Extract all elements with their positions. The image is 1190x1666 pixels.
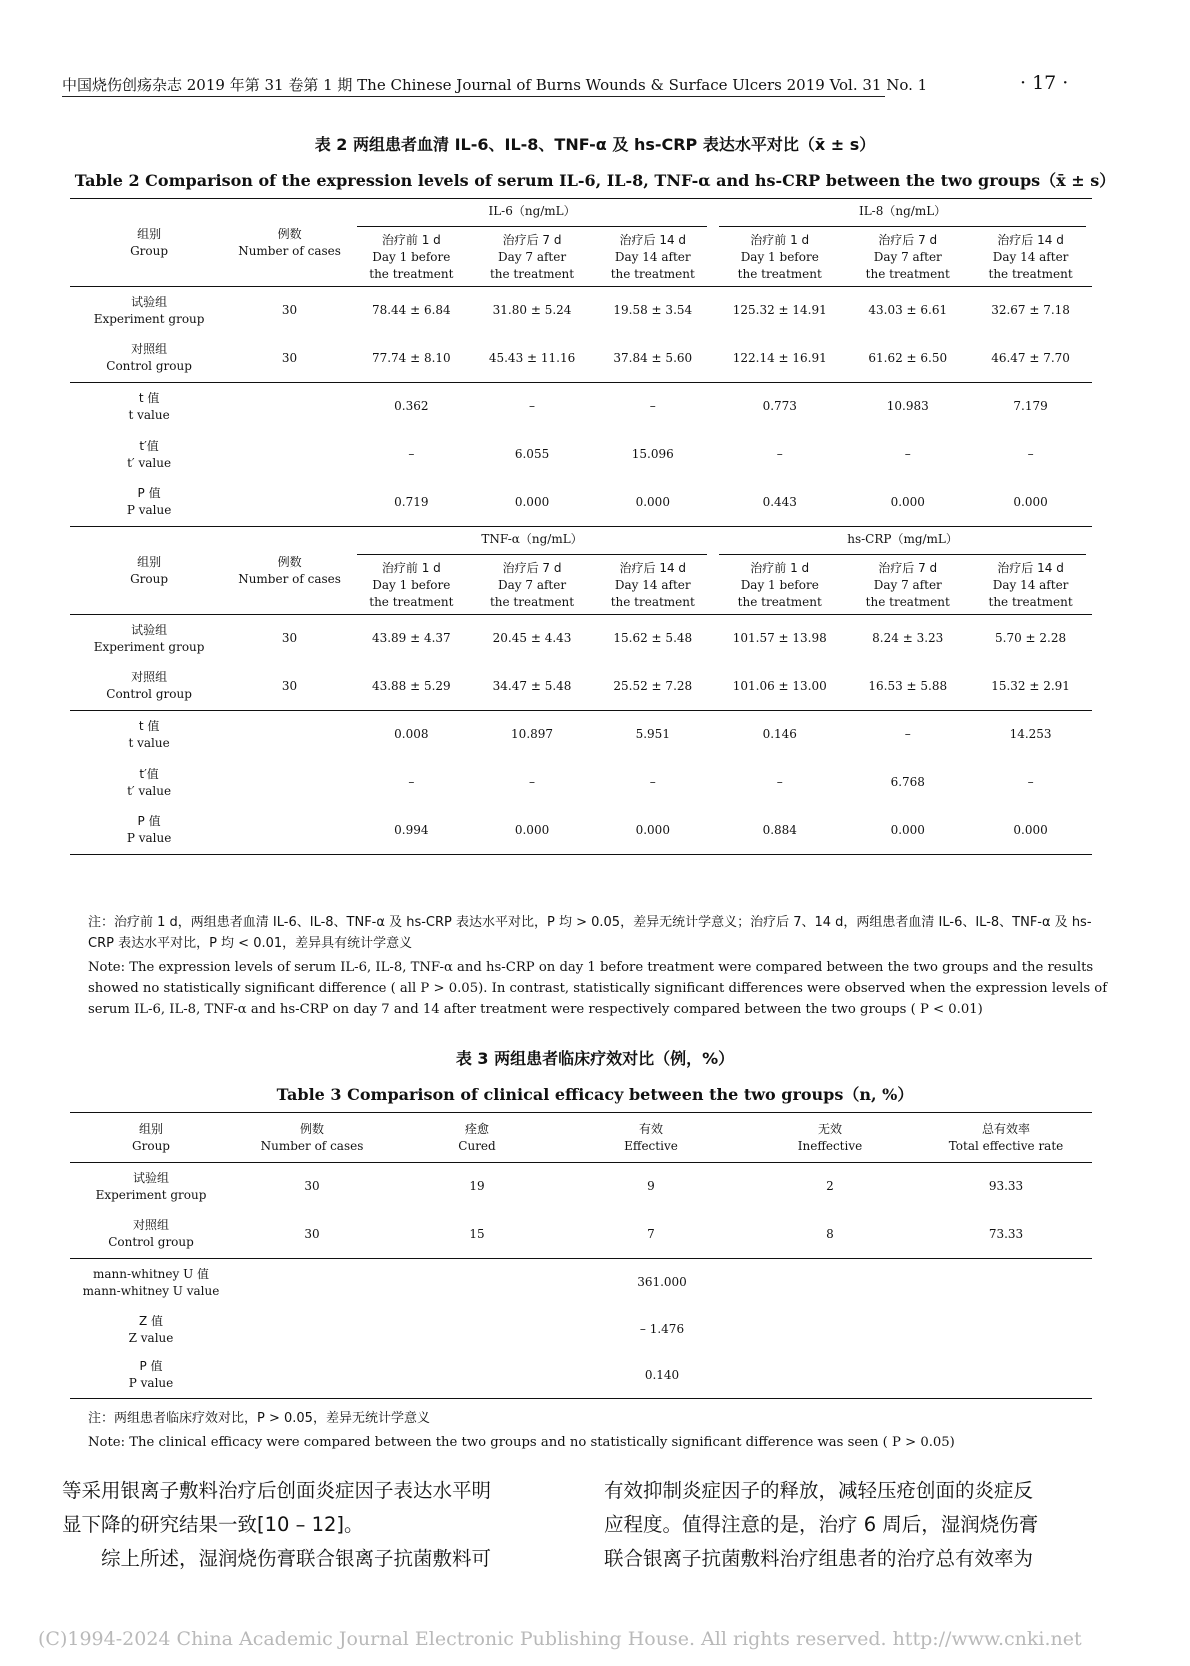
col-header: 痊愈 Cured xyxy=(392,1113,562,1163)
col-header: 无效 Ineffective xyxy=(740,1113,920,1163)
table3-note-en: Note: The clinical efficacy were compared between the two groups and no statistically significant difference was seen ( P > 0.05) xyxy=(88,1435,955,1450)
timepoint-header: 治疗后 7 d Day 7 after the treatment xyxy=(865,232,950,281)
table3-note-zh: 注：两组患者临床疗效对比，P > 0.05，差异无统计学意义 xyxy=(88,1411,430,1426)
body-right-column xyxy=(604,1474,1074,1576)
table2-note xyxy=(88,912,1108,1020)
group-header: 组别 Group xyxy=(70,527,228,615)
table-row: t 值 t value 0.362 – – 0.773 10.983 7.179 xyxy=(70,383,1092,431)
header-rule xyxy=(62,96,885,97)
table3 xyxy=(70,1112,1092,1399)
body-line: 等采用银离子敷料治疗后创面炎症因子表达水平明 xyxy=(62,1479,492,1502)
tnf-header: TNF-α（ng/mL） xyxy=(357,531,707,555)
il8-header: IL-8（ng/mL） xyxy=(719,203,1086,227)
timepoint-header: 治疗后 14 d Day 14 after the treatment xyxy=(988,560,1073,609)
timepoint-header: 治疗前 1 d Day 1 before the treatment xyxy=(369,560,454,609)
timepoint-header: 治疗前 1 d Day 1 before the treatment xyxy=(737,560,822,609)
body-line: 有效抑制炎症因子的释放，减轻压疮创面的炎症反 xyxy=(604,1479,1034,1502)
timepoint-header: 治疗前 1 d Day 1 before the treatment xyxy=(737,232,822,281)
table-row: t′值 t′ value – – – – 6.768 – xyxy=(127,766,1034,798)
table-row: Z 值 Z value – 1.476 xyxy=(128,1313,685,1345)
body-line: 联合银离子抗菌敷料治疗组患者的治疗总有效率为 xyxy=(604,1547,1034,1570)
col-header: 例数 Number of cases xyxy=(232,1113,392,1163)
body-line: 应程度。值得注意的是，治疗 6 周后，湿润烧伤膏 xyxy=(604,1513,1039,1536)
col-header: 总有效率 Total effective rate xyxy=(920,1113,1092,1163)
table-row: 试验组 Experiment group 30 78.44 ± 6.84 31.80 ± 5.24 19.58 ± 3.54 125.32 ± 14.91 43.03 ± 6.61 32.67 ± 7.18 xyxy=(70,287,1092,335)
table-row: P 值 P value 0.994 0.000 0.000 0.884 0.000 0.000 xyxy=(70,807,1092,855)
table-row: 试验组 Experiment group 30 19 9 2 93.33 xyxy=(95,1170,1024,1202)
table-row: 试验组 Experiment group 30 43.89 ± 4.37 20.45 ± 4.43 15.62 ± 5.48 101.57 ± 13.98 8.24 ± 3.23 5.70 ± 2.28 xyxy=(70,615,1092,663)
cases-header: 例数 Number of cases xyxy=(228,199,351,287)
hscrp-header: hs-CRP（mg/mL） xyxy=(719,531,1086,555)
col-header: 组别 Group xyxy=(70,1113,232,1163)
table-row: t′值 t′ value – 6.055 15.096 – – – xyxy=(127,438,1034,470)
copyright-footer: (C)1994-2024 China Academic Journal Electronic Publishing House. All rights reserved. http://www.cnki.net xyxy=(38,1628,1082,1650)
table2-caption-en: Table 2 Comparison of the expression levels of serum IL-6, IL-8, TNF-α and hs-CRP between the two groups（x̄ ± s） xyxy=(74,171,1116,190)
table-row: t 值 t value 0.008 10.897 5.951 0.146 – 14.253 xyxy=(70,711,1092,759)
body-left-column xyxy=(62,1474,532,1576)
group-header: 组别 Group xyxy=(70,199,228,287)
table-row: 对照组 Control group 30 15 7 8 73.33 xyxy=(108,1218,1024,1250)
cases-header: 例数 Number of cases xyxy=(228,527,351,615)
table-row: mann-whitney U 值 mann-whitney U value 361.000 xyxy=(70,1259,1092,1307)
table2-caption-zh: 表 2 两组患者血清 IL-6、IL-8、TNF-α 及 hs-CRP 表达水平对比（x̄ ± s） xyxy=(314,135,876,154)
timepoint-header: 治疗后 7 d Day 7 after the treatment xyxy=(489,232,575,281)
body-line: 显下降的研究结果一致[10 – 12]。 xyxy=(62,1513,364,1536)
page-number: · 17 · xyxy=(1020,72,1069,94)
table3-note xyxy=(88,1408,1108,1453)
table-row: P 值 P value 0.140 xyxy=(70,1353,1092,1399)
timepoint-header: 治疗后 14 d Day 14 after the treatment xyxy=(988,232,1073,281)
table2 xyxy=(70,198,1092,855)
timepoint-header: 治疗后 14 d Day 14 after the treatment xyxy=(610,232,695,281)
table2-note-zh: 注：治疗前 1 d，两组患者血清 IL-6、IL-8、TNF-α 及 hs-CRP 表达水平对比，P 均 > 0.05，差异无统计学意义；治疗后 7、14 d，两组患者血清 IL-6、IL-8、TNF-α 及 hs-CRP 表达水平对比，P 均 < 0.01，差异具有统计学意义 xyxy=(88,915,1092,951)
il6-header: IL-6（ng/mL） xyxy=(357,203,707,227)
body-line: 综上所述，湿润烧伤膏联合银离子抗菌敷料可 xyxy=(101,1547,492,1570)
timepoint-header: 治疗后 7 d Day 7 after the treatment xyxy=(865,560,950,609)
col-header: 有效 Effective xyxy=(562,1113,740,1163)
table2-note-en: Note: The expression levels of serum IL-6, IL-8, TNF-α and hs-CRP on day 1 before treatment were compared between the two groups and the results showed no statistically significant difference ( all P > 0.05). In contrast, statistically significant differences were observed when the expression levels of serum IL-6, IL-8, TNF-α and hs-CRP on day 7 and 14 after treatment were respectively compared between the two groups ( P < 0.01) xyxy=(88,960,1108,1017)
table-row: 对照组 Control group 30 43.88 ± 5.29 34.47 ± 5.48 25.52 ± 7.28 101.06 ± 13.00 16.53 ± 5.88 15.32 ± 2.91 xyxy=(106,670,1070,702)
table-row: P 值 P value 0.719 0.000 0.000 0.443 0.000 0.000 xyxy=(126,486,1048,518)
running-header: 中国烧伤创疡杂志 2019 年第 31 卷第 1 期 The Chinese Journal of Burns Wounds & Surface Ulcers 2019 Vol. 31 No. 1 xyxy=(62,76,928,94)
timepoint-header: 治疗后 7 d Day 7 after the treatment xyxy=(489,560,575,609)
table3-caption-en: Table 3 Comparison of clinical efficacy between the two groups（n, %） xyxy=(276,1085,914,1104)
table3-caption-zh: 表 3 两组患者临床疗效对比（例，%） xyxy=(455,1049,735,1068)
table-row: 对照组 Control group 30 77.74 ± 8.10 45.43 ± 11.16 37.84 ± 5.60 122.14 ± 16.91 61.62 ± 6.50 46.47 ± 7.70 xyxy=(106,342,1070,374)
timepoint-header: 治疗前 1 d Day 1 before the treatment xyxy=(369,232,454,281)
timepoint-header: 治疗后 14 d Day 14 after the treatment xyxy=(610,560,695,609)
